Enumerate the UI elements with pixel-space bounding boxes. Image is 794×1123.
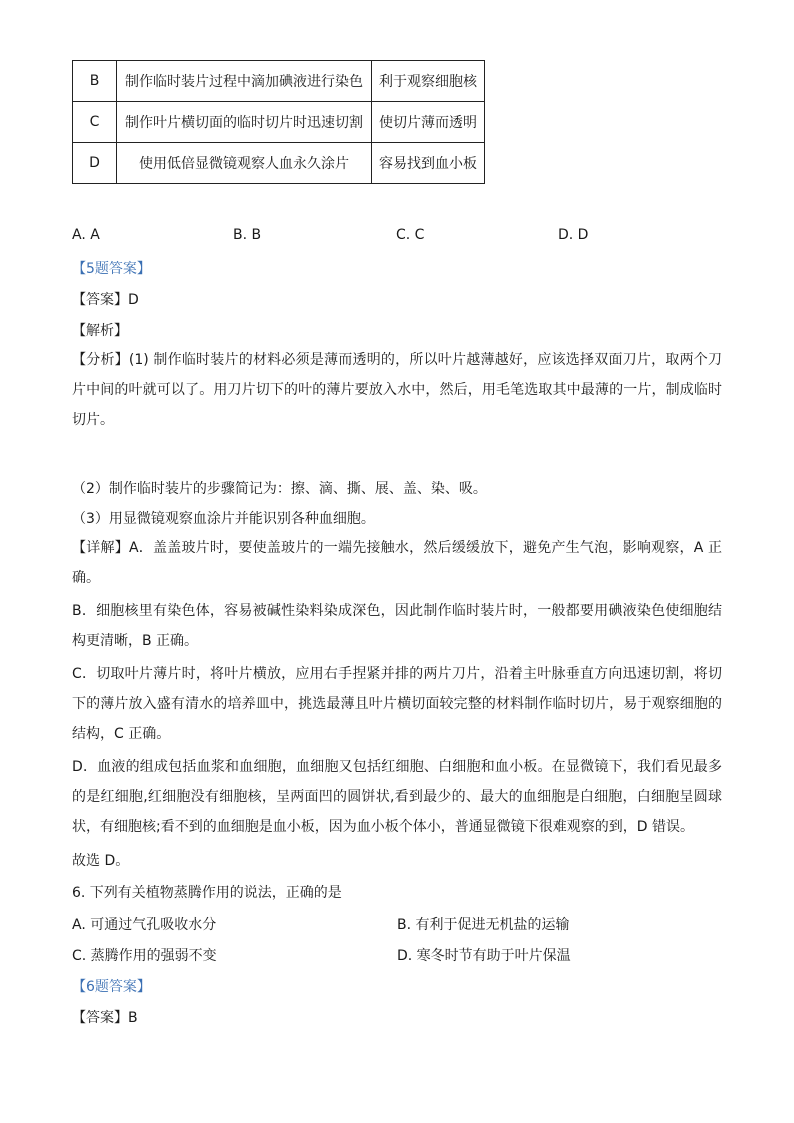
q6-choice-c: C. 蒸腾作用的强弱不变 [72, 948, 217, 964]
q5-analysis-label: 【解析】 [72, 323, 128, 339]
q5-answer-tag: 【5题答案】 [72, 261, 151, 277]
table-row [73, 102, 485, 143]
row-purpose: 利于观察细胞核 [372, 61, 485, 102]
row-letter: D [73, 143, 117, 184]
q6-choice-d: D. 寒冬时节有助于叶片保温 [397, 948, 571, 964]
table-row [73, 61, 485, 102]
row-operation: 制作叶片横切面的临时切片时迅速切割 [117, 102, 372, 143]
options-table [72, 60, 485, 184]
row-letter: C [73, 102, 117, 143]
row-purpose: 使切片薄而透明 [372, 102, 485, 143]
detail-prefix: 【详解】 [72, 540, 129, 556]
q6-stem: 6. 下列有关植物蒸腾作用的说法，正确的是 [72, 885, 342, 901]
q6-choice-b: B. 有利于促进无机盐的运输 [397, 917, 570, 933]
row-letter: B [73, 61, 117, 102]
row-operation: 使用低倍显微镜观察人血永久涂片 [117, 143, 372, 184]
q5-detail-b: B．细胞核里有染色体，容易被碱性染料染成深色，因此制作临时装片时，一般都要用碘液染色使细胞结构更清晰，B 正确。 [72, 603, 722, 649]
q5-detail-a [72, 533, 722, 593]
choice-a: A. A [72, 227, 100, 243]
q5-analysis-1 [72, 345, 722, 435]
q5-analysis-3: （3）用显微镜观察血涂片并能识别各种血细胞。 [72, 511, 375, 527]
analysis-prefix: 【分析】 [72, 352, 129, 368]
q6-choices [0, 914, 794, 964]
q5-analysis-2: （2）制作临时装片的步骤简记为：擦、滴、撕、展、盖、染、吸。 [72, 481, 487, 497]
analysis-text-1: (1) 制作临时装片的材料必须是薄而透明的，所以叶片越薄越好，应该选择双面刀片，取两个刀片中间的叶就可以了。用刀片切下的叶的薄片要放入水中，然后，用毛笔选取其中最薄的一片，制成临时切片。 [72, 352, 723, 428]
row-purpose: 容易找到血小板 [372, 143, 485, 184]
q5-conclusion: 故选 D。 [72, 853, 130, 869]
q6-choice-a: A. 可通过气孔吸收水分 [72, 917, 217, 933]
q5-detail-c: C．切取叶片薄片时，将叶片横放，应用右手捏紧并排的两片刀片，沿着主叶脉垂直方向迅速切割，将切下的薄片放入盛有清水的培养皿中，挑选最薄且叶片横切面较完整的材料制作临时切片，易于观察细胞的结构，C 正确。 [72, 666, 722, 742]
q6-answer: 【答案】B [72, 1010, 138, 1026]
table-row [73, 143, 485, 184]
q5-choices [0, 227, 794, 247]
detail-a-text: A．盖盖玻片时，要使盖玻片的一端先接触水，然后缓缓放下，避免产生气泡，影响观察，A 正确。 [72, 540, 723, 586]
q6-answer-tag: 【6题答案】 [72, 979, 151, 995]
q5-answer: 【答案】D [72, 292, 139, 308]
choice-c: C. C [396, 227, 425, 243]
choice-d: D. D [558, 227, 589, 243]
row-operation: 制作临时装片过程中滴加碘液进行染色 [117, 61, 372, 102]
q5-detail-d: D．血液的组成包括血浆和血细胞，血细胞又包括红细胞、白细胞和血小板。在显微镜下，我们看见最多的是红细胞,红细胞没有细胞核，呈两面凹的圆饼状,看到最少的、最大的血细胞是白细胞，白细胞呈圆球状，有细胞核;看不到的血细胞是血小板，因为血小板个体小，普通显微镜下很难观察的到，D 错误。 [72, 759, 722, 835]
choice-b: B. B [233, 227, 262, 243]
